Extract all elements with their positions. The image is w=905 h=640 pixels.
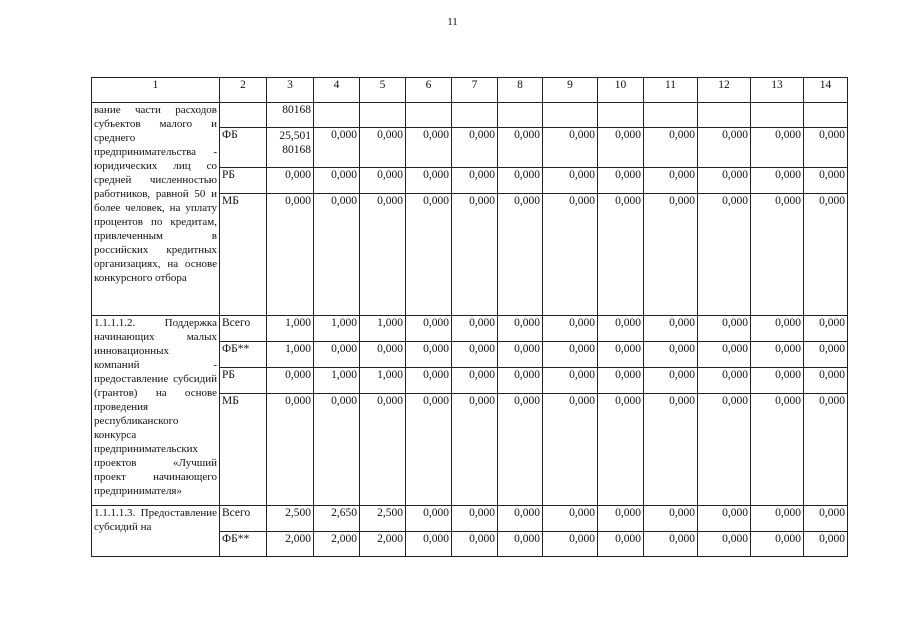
- value-cell: 0,000: [598, 194, 644, 316]
- value-cell: 0,000: [598, 532, 644, 557]
- value-cell: [452, 103, 498, 128]
- value-cell: 0,000: [452, 342, 498, 368]
- value-cell: 0,000: [360, 128, 406, 168]
- value-cell: 0,000: [452, 194, 498, 316]
- value-cell: [804, 103, 848, 128]
- value-cell: 0,000: [267, 194, 314, 316]
- value-cell: 1,000: [314, 368, 360, 394]
- value-cell: 0,000: [804, 194, 848, 316]
- value-cell: 0,000: [406, 168, 452, 194]
- value-cell: 0,000: [804, 532, 848, 557]
- value-cell: 0,000: [698, 532, 751, 557]
- value-cell: 0,000: [543, 394, 598, 506]
- value-cell: 80168: [267, 103, 314, 128]
- value-cell: 0,000: [598, 342, 644, 368]
- value-cell: 0,000: [751, 168, 804, 194]
- value-cell: [406, 103, 452, 128]
- column-header: 14: [804, 78, 848, 103]
- column-header: 12: [698, 78, 751, 103]
- value-cell: 0,000: [644, 194, 698, 316]
- value-cell: 0,000: [751, 316, 804, 342]
- funding-source: РБ: [220, 368, 267, 394]
- funding-source: ФБ**: [220, 532, 267, 557]
- column-header: 3: [267, 78, 314, 103]
- value-cell: 0,000: [804, 342, 848, 368]
- funding-source: РБ: [220, 168, 267, 194]
- value-cell: 25,501 80168: [267, 128, 314, 168]
- value-cell: 0,000: [498, 368, 543, 394]
- value-cell: 0,000: [498, 342, 543, 368]
- value-cell: 2,000: [314, 532, 360, 557]
- value-cell: 1,000: [360, 368, 406, 394]
- value-cell: 0,000: [267, 168, 314, 194]
- funding-source: [220, 103, 267, 128]
- budget-table: [91, 77, 848, 557]
- column-header: 13: [751, 78, 804, 103]
- table-row: [92, 103, 848, 128]
- value-cell: 0,000: [698, 394, 751, 506]
- measure-description: 1.1.1.1.3. Предоставление субсидий на: [92, 506, 220, 557]
- value-cell: 0,000: [644, 368, 698, 394]
- value-cell: 0,000: [598, 368, 644, 394]
- value-cell: 0,000: [360, 394, 406, 506]
- value-cell: 1,000: [267, 316, 314, 342]
- value-cell: 0,000: [698, 316, 751, 342]
- column-header: 7: [452, 78, 498, 103]
- column-header: 11: [644, 78, 698, 103]
- value-cell: [314, 103, 360, 128]
- value-cell: 0,000: [698, 194, 751, 316]
- value-cell: 0,000: [804, 368, 848, 394]
- value-cell: [698, 103, 751, 128]
- value-cell: 0,000: [543, 168, 598, 194]
- value-cell: 0,000: [698, 168, 751, 194]
- column-header: 10: [598, 78, 644, 103]
- value-cell: 0,000: [406, 342, 452, 368]
- value-cell: 0,000: [360, 342, 406, 368]
- value-cell: 0,000: [751, 342, 804, 368]
- value-cell: 0,000: [406, 316, 452, 342]
- value-cell: 0,000: [498, 168, 543, 194]
- value-cell: 0,000: [314, 394, 360, 506]
- value-cell: 0,000: [698, 342, 751, 368]
- funding-source: МБ: [220, 194, 267, 316]
- value-cell: 1,000: [314, 316, 360, 342]
- column-header: 4: [314, 78, 360, 103]
- value-cell: 0,000: [751, 532, 804, 557]
- table-row: [92, 506, 848, 532]
- value-cell: 0,000: [751, 394, 804, 506]
- value-cell: 2,500: [360, 506, 406, 532]
- value-cell: [498, 103, 543, 128]
- table-body: [92, 78, 848, 557]
- value-cell: 0,000: [751, 368, 804, 394]
- value-cell: 0,000: [543, 128, 598, 168]
- value-cell: 0,000: [267, 394, 314, 506]
- value-cell: 1,000: [267, 342, 314, 368]
- value-cell: 0,000: [498, 532, 543, 557]
- value-cell: 0,000: [360, 168, 406, 194]
- value-cell: 0,000: [804, 128, 848, 168]
- value-cell: 0,000: [644, 342, 698, 368]
- value-cell: 0,000: [314, 194, 360, 316]
- value-cell: 0,000: [751, 194, 804, 316]
- funding-source: ФБ**: [220, 342, 267, 368]
- value-cell: 0,000: [406, 368, 452, 394]
- value-cell: 2,650: [314, 506, 360, 532]
- value-cell: 0,000: [644, 394, 698, 506]
- value-cell: 0,000: [314, 128, 360, 168]
- column-header: 2: [220, 78, 267, 103]
- value-cell: 0,000: [452, 394, 498, 506]
- value-cell: [644, 103, 698, 128]
- measure-description: 1.1.1.1.2. Поддержка начинающих малых инновационных компаний - предоставление субсидий (грантов) на основе проведения республиканского конкурса предпринимательских проектов «Лучший проект начинающего предпринимателя»: [92, 316, 220, 506]
- value-cell: 0,000: [698, 506, 751, 532]
- value-cell: [751, 103, 804, 128]
- funding-source: Всего: [220, 506, 267, 532]
- value-cell: 0,000: [543, 316, 598, 342]
- value-cell: 0,000: [644, 128, 698, 168]
- funding-source: МБ: [220, 394, 267, 506]
- page-number: 11: [447, 16, 458, 28]
- value-cell: 0,000: [452, 168, 498, 194]
- funding-source: ФБ: [220, 128, 267, 168]
- value-cell: 0,000: [698, 368, 751, 394]
- value-cell: [360, 103, 406, 128]
- value-cell: 0,000: [543, 342, 598, 368]
- value-cell: 0,000: [498, 194, 543, 316]
- value-cell: 0,000: [406, 532, 452, 557]
- value-cell: 0,000: [804, 506, 848, 532]
- value-cell: 0,000: [644, 168, 698, 194]
- measure-description: вание части расходов субъектов малого и среднего предпринимательства - юридических лиц со средней численностью работников, равной 50 и более человек, на уплату процентов по кредитам, привлеченным в российских кредитных организациях, на основе конкурсного отбора: [92, 103, 220, 316]
- value-cell: 0,000: [644, 532, 698, 557]
- value-cell: 0,000: [498, 394, 543, 506]
- value-cell: 0,000: [498, 128, 543, 168]
- value-cell: 0,000: [406, 194, 452, 316]
- value-cell: 2,500: [267, 506, 314, 532]
- value-cell: 0,000: [498, 506, 543, 532]
- value-cell: 0,000: [314, 168, 360, 194]
- value-cell: 0,000: [598, 168, 644, 194]
- header-row: [92, 78, 848, 103]
- value-cell: 2,000: [360, 532, 406, 557]
- value-cell: 1,000: [360, 316, 406, 342]
- column-header: 6: [406, 78, 452, 103]
- value-cell: 0,000: [360, 194, 406, 316]
- value-cell: 0,000: [644, 506, 698, 532]
- value-cell: 0,000: [452, 532, 498, 557]
- value-cell: 0,000: [598, 506, 644, 532]
- value-cell: 0,000: [751, 506, 804, 532]
- value-cell: 0,000: [267, 368, 314, 394]
- value-cell: 0,000: [598, 394, 644, 506]
- value-cell: 0,000: [543, 532, 598, 557]
- value-cell: 0,000: [498, 316, 543, 342]
- value-cell: 0,000: [598, 128, 644, 168]
- value-cell: 0,000: [452, 128, 498, 168]
- value-cell: 0,000: [598, 316, 644, 342]
- value-cell: 2,000: [267, 532, 314, 557]
- column-header: 1: [92, 78, 220, 103]
- value-cell: 0,000: [543, 194, 598, 316]
- value-cell: 0,000: [804, 316, 848, 342]
- value-cell: [598, 103, 644, 128]
- value-cell: 0,000: [543, 506, 598, 532]
- value-cell: 0,000: [804, 168, 848, 194]
- column-header: 9: [543, 78, 598, 103]
- column-header: 8: [498, 78, 543, 103]
- value-cell: 0,000: [452, 506, 498, 532]
- value-cell: 0,000: [314, 342, 360, 368]
- value-cell: 0,000: [406, 506, 452, 532]
- value-cell: 0,000: [751, 128, 804, 168]
- value-cell: 0,000: [804, 394, 848, 506]
- value-cell: 0,000: [698, 128, 751, 168]
- value-cell: 0,000: [452, 368, 498, 394]
- column-header: 5: [360, 78, 406, 103]
- value-cell: [543, 103, 598, 128]
- value-cell: 0,000: [543, 368, 598, 394]
- value-cell: 0,000: [406, 394, 452, 506]
- value-cell: 0,000: [644, 316, 698, 342]
- funding-source: Всего: [220, 316, 267, 342]
- value-cell: 0,000: [406, 128, 452, 168]
- value-cell: 0,000: [452, 316, 498, 342]
- table-row: [92, 316, 848, 342]
